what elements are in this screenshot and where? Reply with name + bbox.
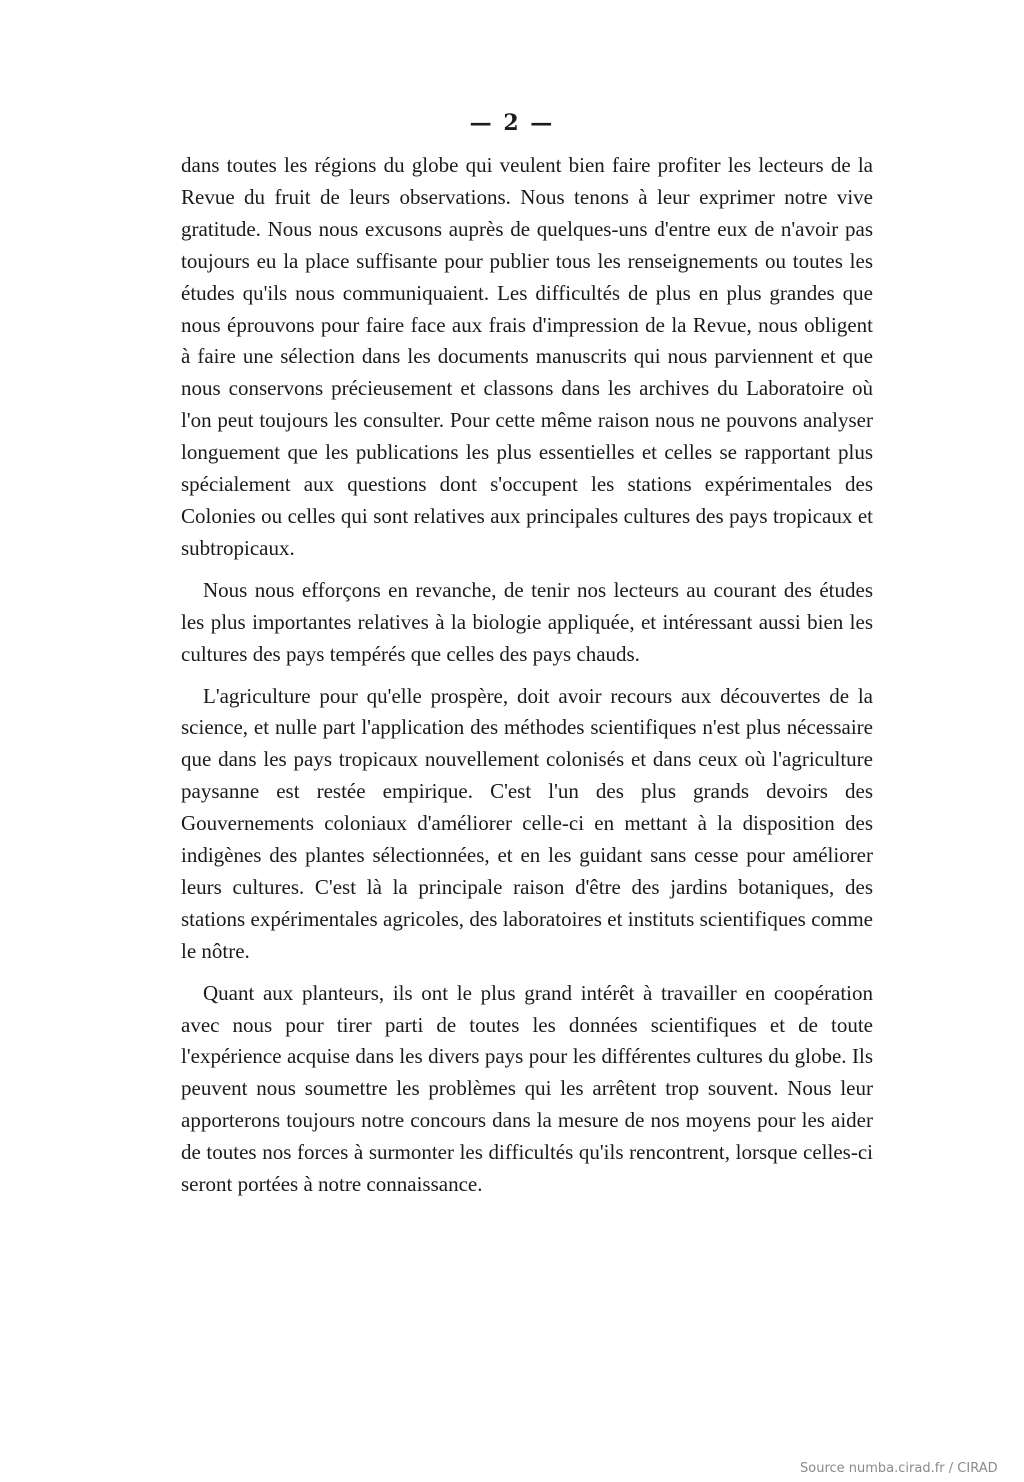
paragraph-4: Quant aux planteurs, ils ont le plus grand intérêt à travailler en coopération avec nous pour tirer parti de toutes les données scientifiques et de toute l'expérience acquise dans les divers pays pour les différentes cultures du globe. Ils peuvent nous soumettre les problèmes qui les arrêtent trop souvent. Nous leur apporterons toujours notre concours dans la mesure de nos moyens pour les aider de toutes nos forces à surmonter les difficultés qu'ils rencontrent, lorsque celles-ci seront portées à notre connaissance. — [181, 980, 873, 1197]
paragraph-1: dans toutes les régions du globe qui veulent bien faire profiter les lecteurs de la Revue du fruit de leurs observations. Nous tenons à leur exprimer notre vive gratitude. Nous nous excusons auprès de quelques-uns d'entre eux de n'avoir pas toujours eu la place suffisante pour publier tous les renseignements ou toutes les études qu'ils nous communiquaient. Les difficultés de plus en plus grandes que nous éprouvons pour faire face aux frais d'impression de la Revue, nous obligent à faire une sélection dans les documents manuscrits qui nous parviennent et que nous conservons précieusement et classons dans les archives du Laboratoire où l'on peut toujours les consulter. Pour cette même raison nous ne pouvons analyser longuement que les publications les plus essentielles et celles se rapportant plus spécialement aux questions dont s'occupent les stations expérimentales des Colonies ou celles qui sont relatives aux principales cultures des pays tropicaux et subtropicaux. — [181, 153, 873, 560]
page-number: — 2 — — [469, 110, 555, 136]
paragraph-3: L'agriculture pour qu'elle prospère, doit avoir recours aux découvertes de la science, et nulle part l'application des méthodes scientifiques n'est plus nécessaire que dans les pays tropicaux nouvellement colonisés et dans ceux où l'agriculture paysanne est restée empirique. C'est l'un des plus grands devoirs des Gouvernements coloniaux d'améliorer celle-ci en mettant à la disposition des indigènes des plantes sélectionnées, et en les guidant sans cesse pour améliorer leurs cultures. C'est là la principale raison d'être des jardins botaniques, des stations expérimentales agricoles, des laboratoires et instituts scientifiques comme le nôtre. — [181, 683, 873, 963]
page-body — [181, 150, 873, 1211]
source-watermark: Source numba.cirad.fr / CIRAD — [800, 1461, 998, 1476]
paragraph-2: Nous nous efforçons en revanche, de tenir nos lecteurs au courant des études les plus importantes relatives à la biologie appliquée, et intéressant aussi bien les cultures des pays tempérés que celles des pays chauds. — [181, 577, 873, 666]
